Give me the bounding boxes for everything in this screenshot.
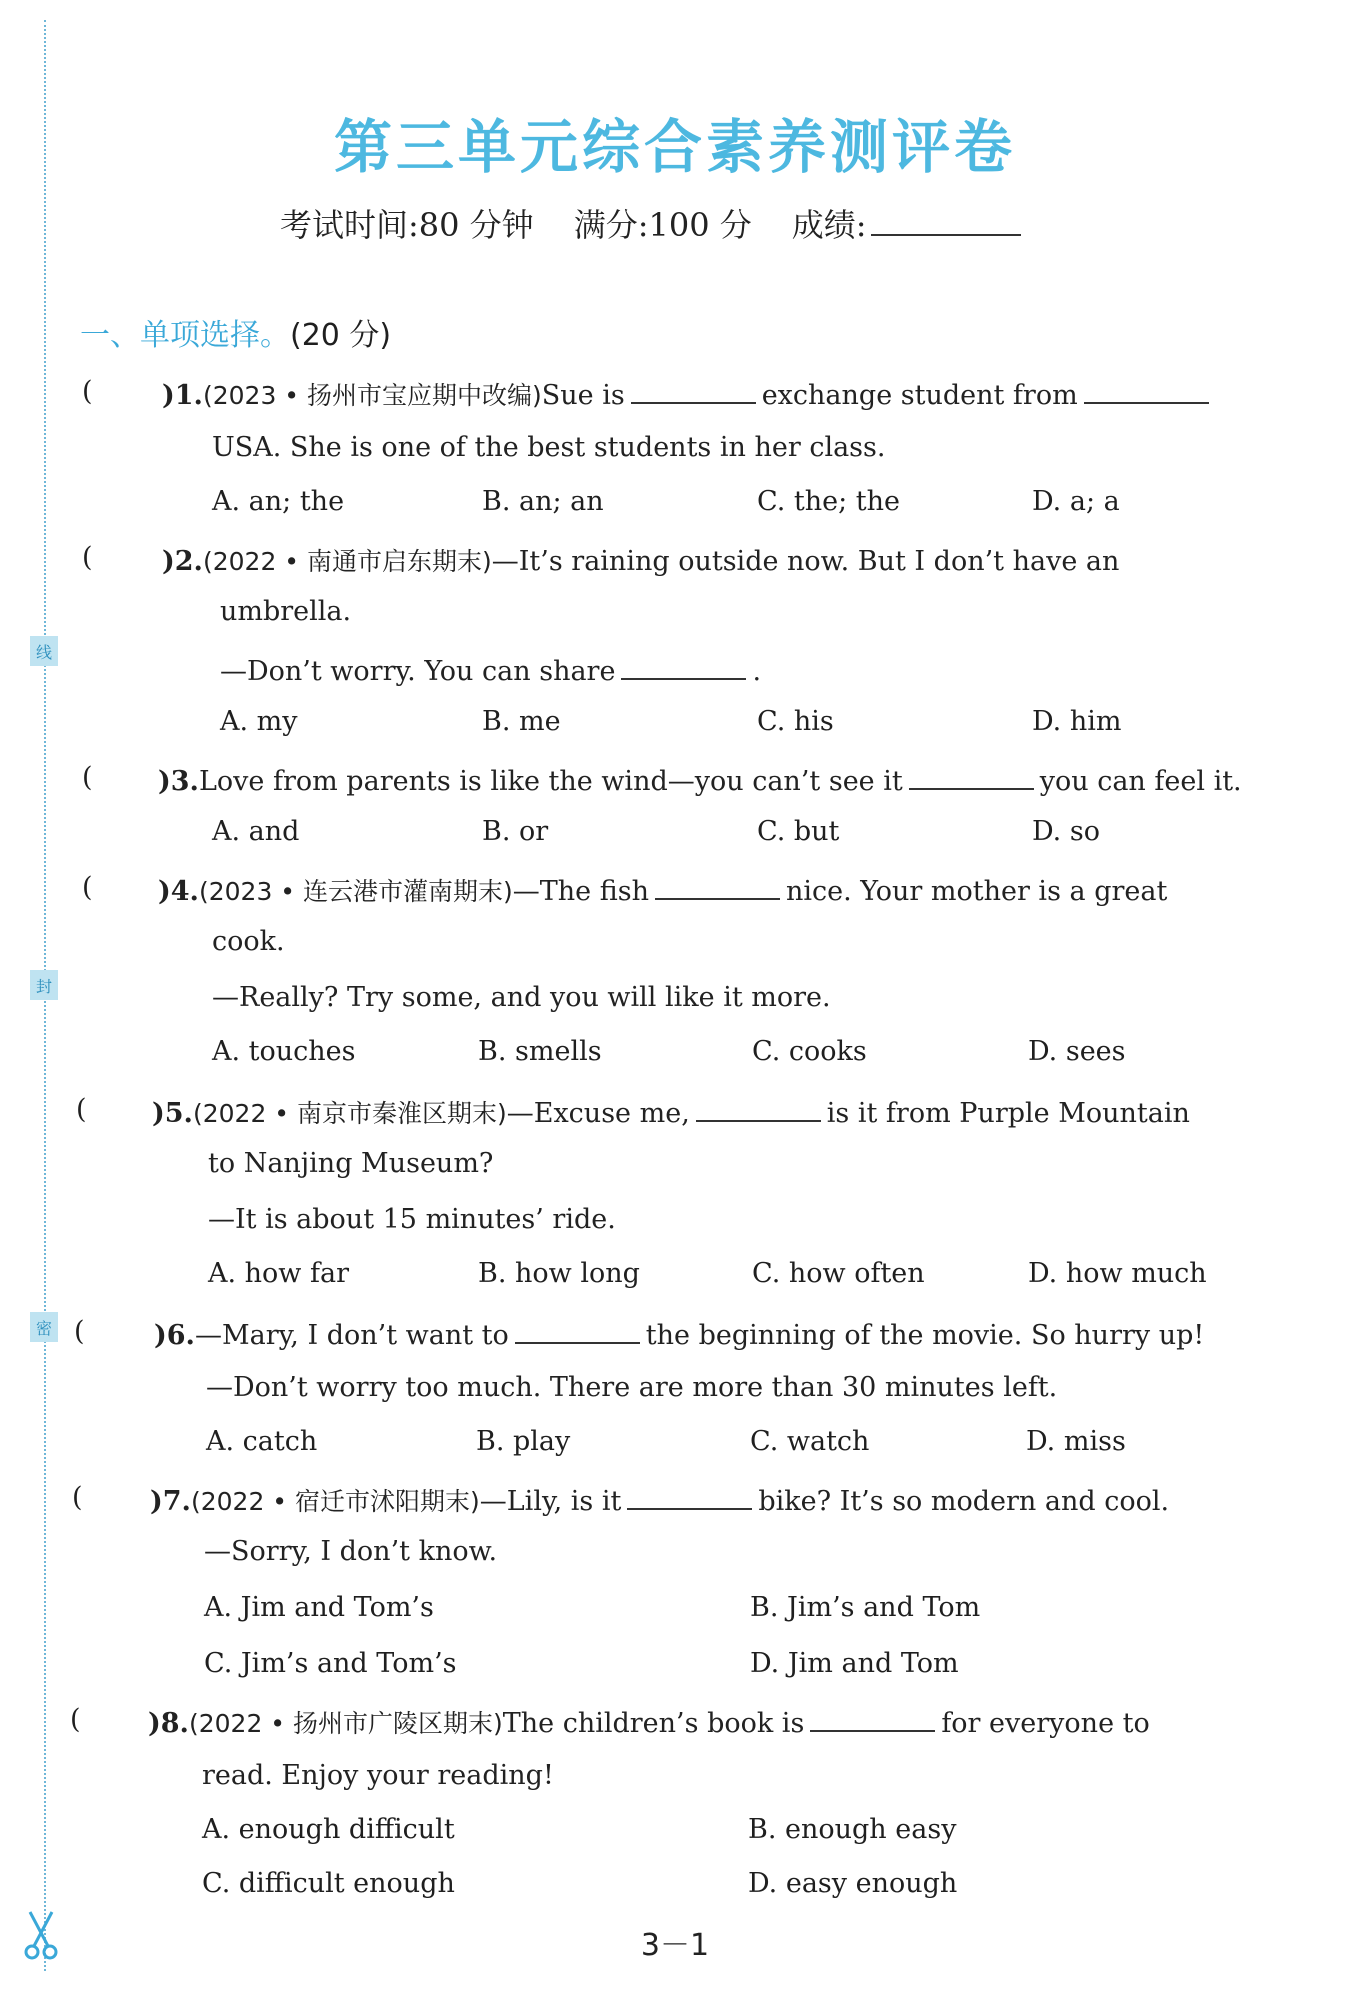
- option-c[interactable]: C. Jim’s and Tom’s: [204, 1648, 457, 1679]
- binding-mark: 线: [30, 636, 58, 666]
- question-source: (2022 • 扬州市广陵区期末): [188, 1709, 503, 1738]
- question-source: (2022 • 南通市启东期末): [202, 547, 492, 576]
- question-3: [158, 762, 1242, 797]
- option-d[interactable]: D. sees: [1028, 1036, 1126, 1067]
- question-number: )8.: [148, 1708, 189, 1739]
- score-field: [792, 200, 1021, 246]
- question-text: bike? It’s so modern and cool.: [758, 1486, 1170, 1517]
- option-b[interactable]: B. Jim’s and Tom: [750, 1592, 981, 1623]
- answer-paren[interactable]: (: [82, 762, 93, 793]
- question-text: —The fish: [512, 876, 649, 907]
- option-b[interactable]: B. enough easy: [748, 1814, 957, 1845]
- answer-blank[interactable]: [621, 652, 746, 680]
- answer-paren[interactable]: (: [74, 1316, 85, 1347]
- option-b[interactable]: B. an; an: [482, 486, 604, 517]
- option-a[interactable]: A. my: [220, 706, 298, 737]
- answer-blank[interactable]: [515, 1316, 640, 1344]
- question-source: (2022 • 宿迁市沭阳期末): [190, 1487, 480, 1516]
- question-text: read. Enjoy your reading!: [202, 1760, 554, 1791]
- answer-blank[interactable]: [696, 1094, 821, 1122]
- question-text: cook.: [212, 926, 285, 957]
- question-text: —Lily, is it: [479, 1486, 622, 1517]
- question-text: umbrella.: [220, 596, 352, 627]
- answer-blank[interactable]: [655, 872, 780, 900]
- question-number: )3.: [158, 766, 199, 797]
- option-b[interactable]: B. or: [482, 816, 549, 847]
- question-text: Love from parents is like the wind—you can’t see it: [198, 766, 903, 797]
- question-text: —Sorry, I don’t know.: [204, 1536, 498, 1567]
- question-number: )4.: [158, 876, 199, 907]
- question-text: —Don’t worry too much. There are more than 30 minutes left.: [206, 1372, 1058, 1403]
- option-c[interactable]: C. cooks: [752, 1036, 867, 1067]
- question-1: [162, 376, 1215, 412]
- question-number: )2.: [162, 546, 203, 577]
- question-text: —It is about 15 minutes’ ride.: [208, 1204, 616, 1235]
- question-text: exchange student from: [761, 380, 1078, 411]
- binding-mark: 密: [30, 1312, 58, 1342]
- answer-blank[interactable]: [909, 762, 1034, 790]
- answer-paren[interactable]: (: [70, 1704, 81, 1735]
- answer-paren[interactable]: (: [76, 1094, 87, 1125]
- option-c[interactable]: C. how often: [752, 1258, 925, 1289]
- option-d[interactable]: D. so: [1032, 816, 1100, 847]
- question-number: )5.: [152, 1098, 193, 1129]
- question-source: (2023 • 扬州市宝应期中改编): [202, 381, 542, 410]
- question-text: Sue is: [541, 380, 625, 411]
- binding-mark: 封: [30, 970, 58, 1000]
- option-a[interactable]: A. catch: [206, 1426, 318, 1457]
- option-c[interactable]: C. but: [757, 816, 840, 847]
- option-a[interactable]: A. and: [212, 816, 300, 847]
- section-points: (20 分): [290, 318, 392, 353]
- question-2: [162, 542, 1119, 578]
- exam-time: 考试时间:80 分钟: [280, 206, 534, 244]
- question-text: for everyone to: [941, 1708, 1150, 1739]
- answer-blank[interactable]: [631, 376, 756, 404]
- answer-blank[interactable]: [627, 1482, 752, 1510]
- question-text: USA. She is one of the best students in her class.: [212, 432, 886, 463]
- option-d[interactable]: D. how much: [1028, 1258, 1207, 1289]
- question-text: —Really? Try some, and you will like it more.: [212, 982, 831, 1013]
- answer-blank[interactable]: [810, 1704, 935, 1732]
- exam-meta: [280, 200, 1021, 246]
- answer-paren[interactable]: (: [72, 1482, 83, 1513]
- option-c[interactable]: C. the; the: [757, 486, 900, 517]
- question-text: —Mary, I don’t want to: [194, 1320, 509, 1351]
- question-5: [152, 1094, 1190, 1130]
- question-2-reply: [220, 652, 761, 687]
- question-text: —Excuse me,: [506, 1098, 690, 1129]
- option-a[interactable]: A. enough difficult: [202, 1814, 455, 1845]
- section-title: 一、单项选择。: [80, 318, 290, 353]
- question-text: —It’s raining outside now. But I don’t have an: [491, 546, 1120, 577]
- option-c[interactable]: C. difficult enough: [202, 1868, 455, 1899]
- option-a[interactable]: A. Jim and Tom’s: [204, 1592, 434, 1623]
- option-a[interactable]: A. touches: [212, 1036, 356, 1067]
- option-c[interactable]: C. his: [757, 706, 834, 737]
- question-text: .: [752, 656, 762, 687]
- question-text: The children’s book is: [502, 1708, 805, 1739]
- page-title: 第三单元综合素养测评卷: [333, 113, 1016, 181]
- option-b[interactable]: B. me: [482, 706, 561, 737]
- question-number: )7.: [150, 1486, 191, 1517]
- answer-paren[interactable]: (: [82, 542, 93, 573]
- option-b[interactable]: B. how long: [478, 1258, 640, 1289]
- answer-paren[interactable]: (: [82, 872, 93, 903]
- full-score: 满分:100 分: [573, 206, 752, 244]
- question-text: nice. Your mother is a great: [785, 876, 1168, 907]
- question-text: is it from Purple Mountain: [826, 1098, 1190, 1129]
- question-text: you can feel it.: [1039, 766, 1242, 797]
- option-b[interactable]: B. play: [476, 1426, 571, 1457]
- section-heading: [80, 310, 391, 354]
- question-4: [158, 872, 1167, 908]
- question-text: the beginning of the movie. So hurry up!: [645, 1320, 1205, 1351]
- answer-paren[interactable]: (: [82, 376, 93, 407]
- question-6: [154, 1316, 1204, 1351]
- answer-blank[interactable]: [1084, 376, 1209, 404]
- question-7: [150, 1482, 1169, 1518]
- question-text: to Nanjing Museum?: [208, 1148, 494, 1179]
- question-number: )1.: [162, 380, 203, 411]
- question-source: (2023 • 连云港市灌南期末): [198, 877, 513, 906]
- question-8: [148, 1704, 1150, 1740]
- question-text: —Don’t worry. You can share: [220, 656, 616, 687]
- score-label: 成绩:: [791, 206, 867, 244]
- option-c[interactable]: C. watch: [750, 1426, 870, 1457]
- option-a[interactable]: A. how far: [208, 1258, 349, 1289]
- option-d[interactable]: D. a; a: [1032, 486, 1120, 517]
- option-a[interactable]: A. an; the: [212, 486, 345, 517]
- option-b[interactable]: B. smells: [478, 1036, 602, 1067]
- question-source: (2022 • 南京市秦淮区期末): [192, 1099, 507, 1128]
- option-d[interactable]: D. him: [1032, 706, 1122, 737]
- score-blank[interactable]: [871, 204, 1021, 236]
- option-d[interactable]: D. miss: [1026, 1426, 1126, 1457]
- question-number: )6.: [154, 1320, 195, 1351]
- page-number: 3－1: [640, 1928, 710, 1963]
- option-d[interactable]: D. Jim and Tom: [750, 1648, 959, 1679]
- option-d[interactable]: D. easy enough: [748, 1868, 958, 1899]
